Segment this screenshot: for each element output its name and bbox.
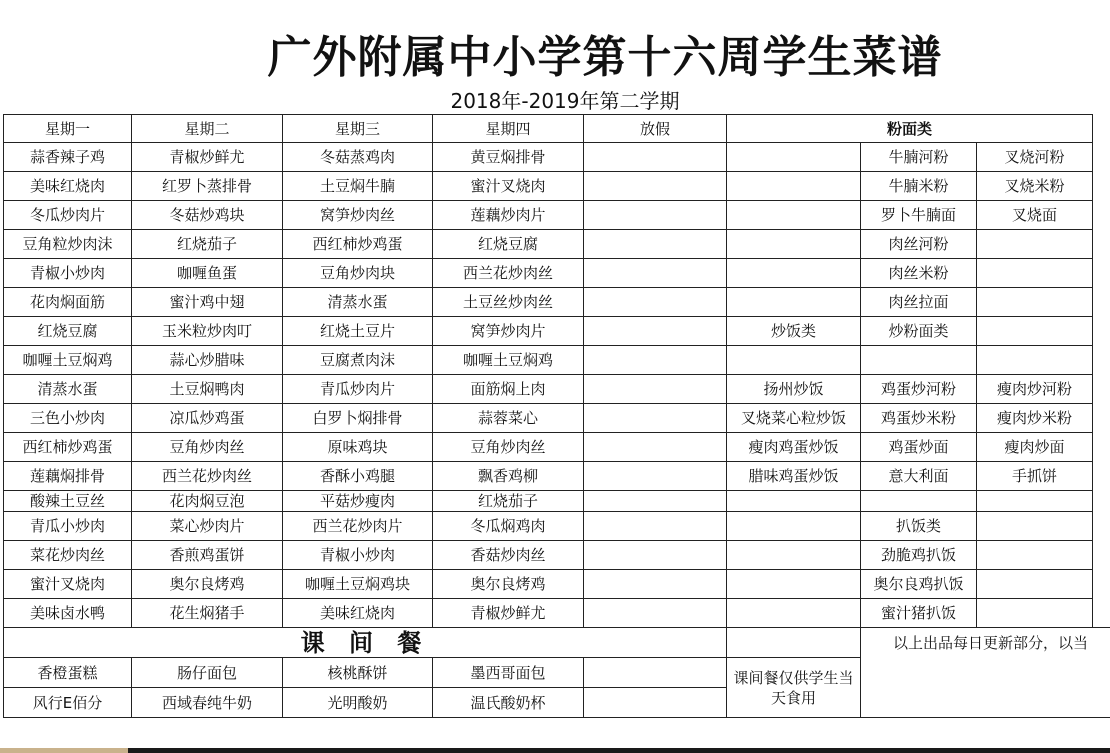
menu-cell: 西红柿炒鸡蛋 xyxy=(3,432,132,462)
menu-cell: 叉烧菜心粒炒饭 xyxy=(726,403,861,433)
footer-note: 以上出品每日更新部分，以当 xyxy=(860,627,1110,718)
snack-title: 课 间 餐 xyxy=(3,627,727,658)
menu-cell xyxy=(976,316,1093,346)
menu-cell: 花生焖猪手 xyxy=(131,598,283,628)
snack-cell xyxy=(583,687,727,718)
menu-cell: 瘦肉炒河粉 xyxy=(976,374,1093,404)
menu-cell: 凉瓜炒鸡蛋 xyxy=(131,403,283,433)
menu-cell: 咖喱鱼蛋 xyxy=(131,258,283,288)
menu-cell: 瘦肉炒米粉 xyxy=(976,403,1093,433)
menu-cell: 鸡蛋炒米粉 xyxy=(860,403,977,433)
menu-cell: 豆角炒肉丝 xyxy=(131,432,283,462)
menu-cell: 莲藕炒肉片 xyxy=(432,200,584,230)
menu-cell: 窝笋炒肉片 xyxy=(432,316,584,346)
menu-cell xyxy=(583,569,727,599)
menu-cell: 三色小炒肉 xyxy=(3,403,132,433)
menu-cell: 青瓜炒肉片 xyxy=(282,374,433,404)
snack-cell: 光明酸奶 xyxy=(282,687,433,718)
menu-cell: 玉米粒炒肉叮 xyxy=(131,316,283,346)
menu-cell: 香酥小鸡腿 xyxy=(282,461,433,491)
menu-cell xyxy=(583,403,727,433)
menu-cell: 土豆丝炒肉丝 xyxy=(432,287,584,317)
menu-cell xyxy=(726,200,861,230)
menu-cell: 香煎鸡蛋饼 xyxy=(131,540,283,570)
menu-cell: 豆角粒炒肉沫 xyxy=(3,229,132,259)
menu-cell: 牛腩河粉 xyxy=(860,142,977,172)
menu-cell xyxy=(726,598,861,628)
menu-cell: 红烧茄子 xyxy=(432,490,584,512)
menu-cell: 西兰花炒肉片 xyxy=(282,511,433,541)
menu-cell: 叉烧米粉 xyxy=(976,171,1093,201)
menu-cell: 炒饭类 xyxy=(726,316,861,346)
menu-cell xyxy=(583,490,727,512)
menu-cell: 叉烧河粉 xyxy=(976,142,1093,172)
menu-cell: 意大利面 xyxy=(860,461,977,491)
menu-cell: 美味卤水鸭 xyxy=(3,598,132,628)
menu-cell xyxy=(583,374,727,404)
menu-cell xyxy=(726,511,861,541)
menu-cell: 红烧豆腐 xyxy=(3,316,132,346)
menu-cell: 菜花炒肉丝 xyxy=(3,540,132,570)
menu-cell xyxy=(860,345,977,375)
page-subtitle: 2018年-2019年第二学期 xyxy=(450,89,680,113)
menu-cell: 叉烧面 xyxy=(976,200,1093,230)
menu-cell: 蒜心炒腊味 xyxy=(131,345,283,375)
menu-cell: 罗卜牛腩面 xyxy=(860,200,977,230)
snack-cell: 西域春纯牛奶 xyxy=(131,687,283,718)
menu-cell xyxy=(726,569,861,599)
menu-cell: 西红柿炒鸡蛋 xyxy=(282,229,433,259)
menu-cell: 鸡蛋炒河粉 xyxy=(860,374,977,404)
header-monday: 星期一 xyxy=(3,114,132,143)
snack-cell: 核桃酥饼 xyxy=(282,657,433,688)
menu-cell: 冬菇蒸鸡肉 xyxy=(282,142,433,172)
menu-cell: 腊味鸡蛋炒饭 xyxy=(726,461,861,491)
menu-cell: 青瓜小炒肉 xyxy=(3,511,132,541)
menu-cell: 红烧茄子 xyxy=(131,229,283,259)
menu-cell: 平菇炒瘦肉 xyxy=(282,490,433,512)
menu-cell xyxy=(976,598,1093,628)
menu-cell xyxy=(583,142,727,172)
menu-cell xyxy=(860,490,977,512)
menu-cell: 红罗卜蒸排骨 xyxy=(131,171,283,201)
menu-cell xyxy=(583,200,727,230)
menu-cell: 美味红烧肉 xyxy=(3,171,132,201)
menu-cell: 花肉焖豆泡 xyxy=(131,490,283,512)
menu-cell: 原味鸡块 xyxy=(282,432,433,462)
menu-cell: 青椒炒鲜尤 xyxy=(131,142,283,172)
menu-cell: 豆角炒肉块 xyxy=(282,258,433,288)
menu-cell xyxy=(726,540,861,570)
menu-cell xyxy=(726,345,861,375)
menu-cell: 豆角炒肉丝 xyxy=(432,432,584,462)
bottom-edge-accent xyxy=(0,748,128,753)
menu-cell xyxy=(976,287,1093,317)
snack-note: 课间餐仅供学生当天食用 xyxy=(726,657,861,718)
menu-cell xyxy=(726,490,861,512)
menu-cell: 豆腐煮肉沫 xyxy=(282,345,433,375)
menu-cell: 白罗卜焖排骨 xyxy=(282,403,433,433)
menu-cell: 蒜香辣子鸡 xyxy=(3,142,132,172)
header-thursday: 星期四 xyxy=(432,114,584,143)
menu-cell: 飘香鸡柳 xyxy=(432,461,584,491)
menu-cell: 莲藕焖排骨 xyxy=(3,461,132,491)
snack-blank-cell xyxy=(726,627,861,658)
menu-cell: 青椒小炒肉 xyxy=(3,258,132,288)
menu-cell: 扒饭类 xyxy=(860,511,977,541)
menu-cell: 西兰花炒肉丝 xyxy=(131,461,283,491)
menu-cell: 土豆焖鸭肉 xyxy=(131,374,283,404)
menu-cell xyxy=(976,229,1093,259)
menu-cell xyxy=(976,540,1093,570)
menu-cell: 清蒸水蛋 xyxy=(282,287,433,317)
menu-cell: 牛腩米粉 xyxy=(860,171,977,201)
menu-cell: 奥尔良鸡扒饭 xyxy=(860,569,977,599)
menu-cell: 红烧土豆片 xyxy=(282,316,433,346)
snack-cell: 肠仔面包 xyxy=(131,657,283,688)
menu-cell: 肉丝河粉 xyxy=(860,229,977,259)
menu-cell xyxy=(583,432,727,462)
header-noodles: 粉面类 xyxy=(726,114,1093,143)
menu-cell: 冬菇炒鸡块 xyxy=(131,200,283,230)
menu-cell: 瘦肉鸡蛋炒饭 xyxy=(726,432,861,462)
menu-cell xyxy=(583,316,727,346)
menu-cell: 鸡蛋炒面 xyxy=(860,432,977,462)
menu-cell: 奥尔良烤鸡 xyxy=(131,569,283,599)
menu-cell: 冬瓜焖鸡肉 xyxy=(432,511,584,541)
header-wednesday: 星期三 xyxy=(282,114,433,143)
menu-cell xyxy=(726,258,861,288)
menu-cell: 香菇炒肉丝 xyxy=(432,540,584,570)
menu-cell: 花肉焖面筋 xyxy=(3,287,132,317)
menu-cell: 咖喱土豆焖鸡 xyxy=(432,345,584,375)
menu-cell: 冬瓜炒肉片 xyxy=(3,200,132,230)
snack-cell: 风行E佰分 xyxy=(3,687,132,718)
bottom-edge xyxy=(0,748,1110,753)
menu-cell: 蒜蓉菜心 xyxy=(432,403,584,433)
menu-cell: 土豆焖牛腩 xyxy=(282,171,433,201)
menu-cell xyxy=(583,345,727,375)
menu-cell: 咖喱土豆焖鸡块 xyxy=(282,569,433,599)
menu-cell xyxy=(726,142,861,172)
menu-cell: 咖喱土豆焖鸡 xyxy=(3,345,132,375)
menu-cell xyxy=(583,258,727,288)
menu-cell xyxy=(583,598,727,628)
menu-cell xyxy=(583,171,727,201)
menu-cell: 黄豆焖排骨 xyxy=(432,142,584,172)
menu-cell: 劲脆鸡扒饭 xyxy=(860,540,977,570)
page-title: 广外附属中小学第十六周学生菜谱 xyxy=(267,32,943,83)
snack-cell: 香橙蛋糕 xyxy=(3,657,132,688)
menu-cell xyxy=(583,461,727,491)
menu-cell: 奥尔良烤鸡 xyxy=(432,569,584,599)
menu-cell xyxy=(583,511,727,541)
header-tuesday: 星期二 xyxy=(131,114,283,143)
menu-cell: 酸辣土豆丝 xyxy=(3,490,132,512)
menu-cell: 手抓饼 xyxy=(976,461,1093,491)
menu-cell xyxy=(583,540,727,570)
menu-cell: 蜜汁猪扒饭 xyxy=(860,598,977,628)
menu-cell xyxy=(583,287,727,317)
snack-cell: 温氏酸奶杯 xyxy=(432,687,584,718)
menu-cell: 红烧豆腐 xyxy=(432,229,584,259)
menu-cell xyxy=(583,229,727,259)
menu-cell: 炒粉面类 xyxy=(860,316,977,346)
menu-cell xyxy=(726,171,861,201)
menu-cell: 西兰花炒肉丝 xyxy=(432,258,584,288)
menu-cell: 菜心炒肉片 xyxy=(131,511,283,541)
menu-cell xyxy=(976,490,1093,512)
menu-cell: 青椒小炒肉 xyxy=(282,540,433,570)
menu-cell: 青椒炒鲜尤 xyxy=(432,598,584,628)
menu-cell: 窝笋炒肉丝 xyxy=(282,200,433,230)
menu-cell xyxy=(726,287,861,317)
menu-cell xyxy=(726,229,861,259)
snack-cell: 墨西哥面包 xyxy=(432,657,584,688)
menu-cell: 肉丝拉面 xyxy=(860,287,977,317)
snack-cell xyxy=(583,657,727,688)
menu-cell: 蜜汁叉烧肉 xyxy=(432,171,584,201)
menu-cell: 蜜汁叉烧肉 xyxy=(3,569,132,599)
menu-cell xyxy=(976,569,1093,599)
menu-cell: 蜜汁鸡中翅 xyxy=(131,287,283,317)
menu-cell: 肉丝米粉 xyxy=(860,258,977,288)
menu-cell: 美味红烧肉 xyxy=(282,598,433,628)
menu-cell: 扬州炒饭 xyxy=(726,374,861,404)
header-holiday: 放假 xyxy=(583,114,727,143)
menu-cell xyxy=(976,511,1093,541)
menu-cell: 面筋焖上肉 xyxy=(432,374,584,404)
menu-cell xyxy=(976,345,1093,375)
menu-cell xyxy=(976,258,1093,288)
menu-cell: 清蒸水蛋 xyxy=(3,374,132,404)
menu-cell: 瘦肉炒面 xyxy=(976,432,1093,462)
